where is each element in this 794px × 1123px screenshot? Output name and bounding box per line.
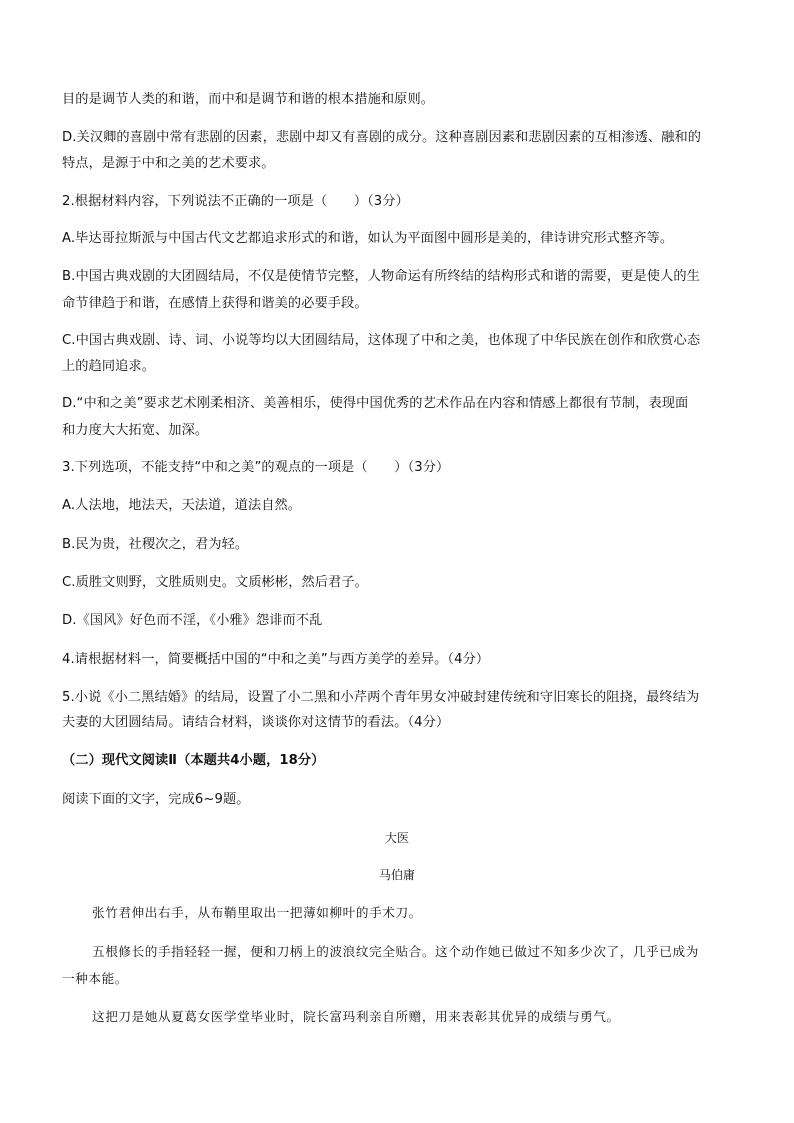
q2-option-a: A.毕达哥拉斯派与中国古代文艺都追求形式的和谐，如认为平面图中圆形是美的，律诗讲究形式整齐等。	[62, 231, 674, 246]
question-5-line-2: 夫妻的大团圆结局。请结合材料，谈谈你对这情节的看法。（4分）	[62, 715, 450, 730]
story-title: 大医	[384, 831, 410, 845]
story-paragraph-2-line-2: 一种本能。	[62, 971, 128, 986]
q2-option-c-line-2: 上的趋同追求。	[62, 359, 156, 374]
story-paragraph-2-line-1: 五根修长的手指轻轻一握，便和刀柄上的波浪纹完全贴合。这个动作她已做过不知多少次了，几乎已成为	[92, 944, 699, 959]
q2-option-d-line-1: D.“中和之美”要求艺术刚柔相济、美善相乐，使得中国优秀的艺术作品在内容和情感上都很有节制，表现面	[62, 396, 689, 411]
q2-option-b-line-1: B.中国古典戏剧的大团圆结局，不仅是使情节完整，人物命运有所终结的结构形式和谐的需要，更是使人的生	[62, 269, 700, 284]
text-line: 目的是调节人类的和谐，而中和是调节和谐的根本措施和原则。	[62, 92, 435, 107]
option-d-line-1: D.关汉卿的喜剧中常有悲剧的因素，悲剧中却又有喜剧的成分。这种喜剧因素和悲剧因素的互相渗透、融和的	[62, 130, 702, 145]
option-d-line-2: 特点，是源于中和之美的艺术要求。	[62, 156, 275, 171]
question-5-line-1: 5.小说《小二黑结婚》的结局，设置了小二黑和小芹两个青年男女冲破封建传统和守旧寒长的阻挠，最终结为	[62, 690, 700, 705]
q2-option-b-line-2: 命节律趋于和谐，在感情上获得和谐美的必要手段。	[62, 296, 368, 311]
question-2: 2.根据材料内容，下列说法不正确的一项是（ ）（3分）	[62, 194, 409, 209]
story-paragraph-3: 这把刀是她从夏葛女医学堂毕业时，院长富玛利亲自所赠，用来表彰其优异的成绩与勇气。	[92, 1009, 620, 1024]
question-3: 3.下列选项，不能支持“中和之美”的观点的一项是（ ）（3分）	[62, 460, 450, 475]
q3-option-b: B.民为贵，社稷次之，君为轻。	[62, 537, 249, 552]
q3-option-c: C.质胜文则野，文胜质则史。文质彬彬，然后君子。	[62, 575, 368, 590]
q3-option-a: A.人法地，地法天，天法道，道法自然。	[62, 498, 302, 513]
story-author: 马伯庸	[378, 868, 416, 882]
q2-option-d-line-2: 和力度大大拓宽、加深。	[62, 423, 209, 438]
question-4: 4.请根据材料一，简要概括中国的“中和之美”与西方美学的差异。（4分）	[62, 652, 490, 667]
q2-option-c-line-1: C.中国古典戏剧、诗、词、小说等均以大团圆结局，这体现了中和之美，也体现了中华民族在创作和欣赏心态	[62, 333, 701, 348]
q3-option-d: D.《国风》好色而不淫，《小雅》怨诽而不乱	[62, 613, 323, 628]
reading-instruction: 阅读下面的文字，完成6~9题。	[62, 792, 250, 807]
section-heading: （二）现代文阅读Ⅱ（本题共4小题，18分）	[62, 753, 325, 768]
story-paragraph-1: 张竹君伸出右手，从布鞘里取出一把薄如柳叶的手术刀。	[92, 905, 422, 920]
